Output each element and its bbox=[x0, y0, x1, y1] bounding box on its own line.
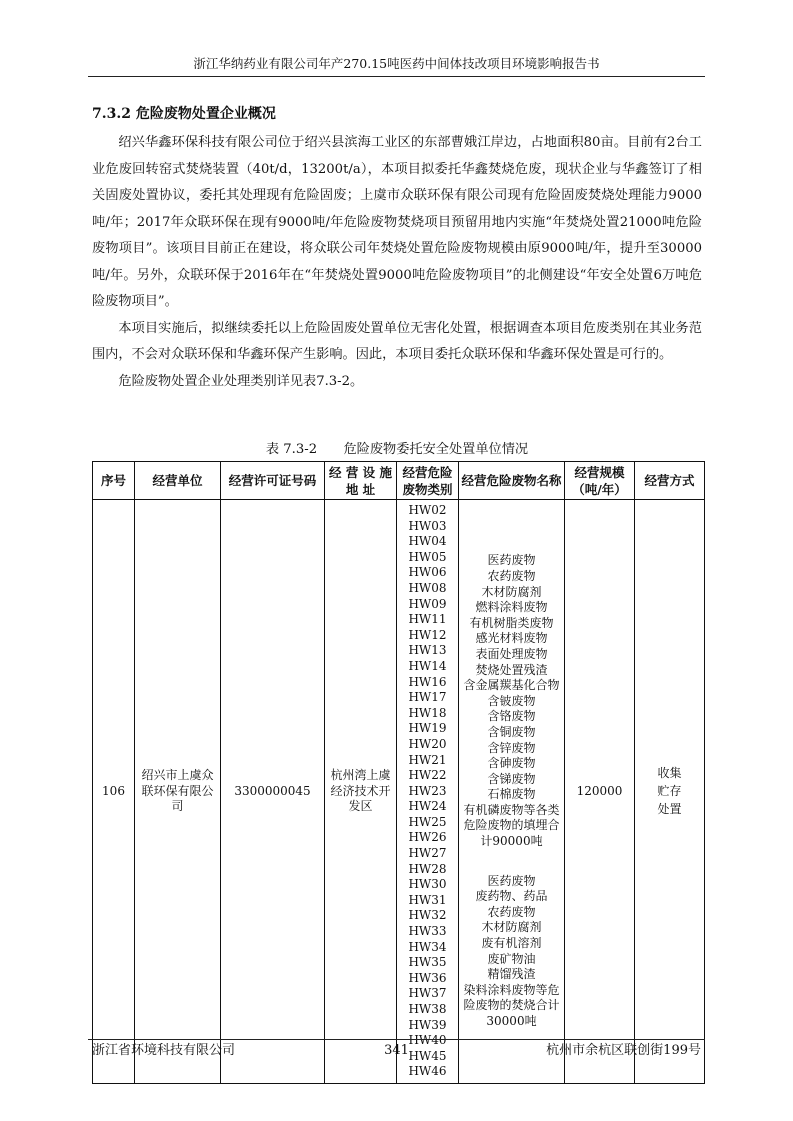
waste-name: 含铬废物 bbox=[487, 709, 536, 724]
waste-name: 废有机溶剂 bbox=[481, 936, 542, 951]
waste-name: 染料涂料废物等危险废物的焚烧合计30000吨 bbox=[463, 982, 560, 1028]
category-code: HW04 bbox=[408, 534, 447, 549]
category-code: HW34 bbox=[408, 939, 447, 954]
footer-address: 杭州市余杭区联创街199号 bbox=[546, 1043, 701, 1058]
waste-name: 燃料涂料废物 bbox=[475, 600, 548, 615]
category-code: HW46 bbox=[408, 1064, 447, 1079]
category-code: HW21 bbox=[408, 752, 447, 767]
category-code: HW09 bbox=[408, 596, 447, 611]
mode-text: 收集贮存处置 bbox=[657, 766, 682, 817]
header-no: 序号 bbox=[93, 462, 135, 500]
waste-name: 感光材料废物 bbox=[475, 631, 548, 646]
waste-name: 农药废物 bbox=[487, 568, 536, 583]
category-code: HW11 bbox=[408, 612, 447, 627]
category-code: HW37 bbox=[408, 986, 447, 1001]
waste-name: 含铜废物 bbox=[487, 724, 536, 739]
category-code: HW16 bbox=[408, 674, 447, 689]
header-names: 经营危险废物名称 bbox=[459, 462, 565, 500]
category-code: HW23 bbox=[408, 783, 447, 798]
category-code: HW26 bbox=[408, 830, 447, 845]
category-code: HW28 bbox=[408, 861, 447, 876]
waste-name: 木材防腐剂 bbox=[481, 584, 542, 599]
waste-name: 医药废物 bbox=[487, 553, 536, 568]
waste-name: 含锌废物 bbox=[487, 740, 536, 755]
table-row bbox=[93, 500, 705, 1084]
header-mode: 经营方式 bbox=[635, 462, 705, 500]
category-code: HW38 bbox=[408, 1002, 447, 1016]
category-code: HW03 bbox=[408, 518, 447, 533]
category-code: HW25 bbox=[408, 814, 447, 829]
paragraph-3: 危险废物处置企业处理类别详见表7.3-2。 bbox=[118, 373, 364, 389]
cell-address: 杭州湾上虞经济技术开发区 bbox=[325, 500, 397, 1084]
header-license: 经营许可证号码 bbox=[221, 462, 325, 500]
waste-name: 含砷废物 bbox=[487, 756, 536, 771]
disposal-units-table bbox=[92, 461, 705, 1084]
group-spacer bbox=[461, 850, 562, 874]
category-code: HW27 bbox=[408, 846, 447, 861]
footer-company: 浙江省环境科技有限公司 bbox=[92, 1043, 236, 1058]
waste-name: 表面处理废物 bbox=[475, 646, 548, 661]
category-code: HW13 bbox=[408, 643, 447, 658]
waste-name: 含锑废物 bbox=[487, 771, 536, 786]
waste-name: 有机磷废物等各类危险废物的填埋合计90000吨 bbox=[463, 802, 560, 849]
cell-categories bbox=[397, 500, 459, 1084]
waste-name: 医药废物 bbox=[487, 873, 536, 888]
cell-names bbox=[459, 500, 565, 1084]
category-code: HW12 bbox=[408, 627, 447, 642]
waste-name: 废矿物油 bbox=[487, 951, 536, 966]
category-code: HW35 bbox=[408, 955, 447, 970]
category-code: HW02 bbox=[408, 503, 447, 517]
category-code: HW40 bbox=[408, 1033, 447, 1048]
page-number: 341 bbox=[384, 1043, 409, 1058]
cell-license: 3300000045 bbox=[221, 500, 325, 1084]
category-code: HW31 bbox=[408, 892, 447, 907]
table-caption: 表 7.3-2 危险废物委托安全处置单位情况 bbox=[265, 442, 529, 457]
cell-mode bbox=[635, 500, 705, 1084]
category-code: HW39 bbox=[408, 1017, 447, 1032]
body-text bbox=[92, 130, 702, 395]
category-code: HW18 bbox=[408, 705, 447, 720]
category-code: HW32 bbox=[408, 908, 447, 923]
category-code: HW33 bbox=[408, 924, 447, 939]
cell-scale: 120000 bbox=[565, 500, 635, 1084]
header-address: 经 营 设 施 地 址 bbox=[325, 462, 397, 500]
waste-name: 焚烧处置残渣 bbox=[475, 662, 548, 677]
waste-name: 含铍废物 bbox=[487, 693, 536, 708]
header-scale: 经营规模（吨/年） bbox=[565, 462, 635, 500]
category-code: HW06 bbox=[408, 565, 447, 580]
category-code: HW30 bbox=[408, 877, 447, 892]
category-code: HW05 bbox=[408, 549, 447, 564]
category-code: HW08 bbox=[408, 580, 447, 595]
category-code: HW20 bbox=[408, 736, 447, 751]
waste-name: 含金属羰基化合物 bbox=[463, 678, 560, 693]
category-code: HW36 bbox=[408, 970, 447, 985]
cell-unit: 绍兴市上虞众联环保有限公司 bbox=[135, 500, 221, 1084]
waste-name: 木材防腐剂 bbox=[481, 920, 542, 935]
category-code: HW24 bbox=[408, 799, 447, 814]
category-code: HW17 bbox=[408, 690, 447, 705]
category-code: HW19 bbox=[408, 721, 447, 736]
waste-name: 石棉废物 bbox=[487, 787, 536, 802]
waste-name: 废药物、药品 bbox=[475, 889, 548, 904]
waste-name: 有机树脂类废物 bbox=[469, 615, 554, 630]
page-header: 浙江华纳药业有限公司年产270.15吨医药中间体技改项目环境影响报告书 bbox=[193, 56, 600, 71]
section-title: 7.3.2 危险废物处置企业概况 bbox=[92, 106, 276, 122]
cell-no: 106 bbox=[93, 500, 135, 1084]
footer-divider bbox=[88, 1039, 705, 1040]
waste-name: 精馏残渣 bbox=[487, 967, 536, 982]
table-header-row bbox=[93, 462, 705, 500]
header-categories: 经营危险废物类别 bbox=[397, 462, 459, 500]
category-code: HW22 bbox=[408, 768, 447, 783]
waste-name: 农药废物 bbox=[487, 904, 536, 919]
header-divider bbox=[88, 76, 705, 77]
category-code: HW14 bbox=[408, 658, 447, 673]
header-unit: 经营单位 bbox=[135, 462, 221, 500]
category-code: HW45 bbox=[408, 1048, 447, 1063]
paragraph-2: 本项目实施后，拟继续委托以上危险固废处置单位无害化处置，根据调查本项目危废类别在其业务范围内，不会对众联环保和华鑫环保产生影响。因此，本项目委托众联环保和华鑫环保处置是可行的。 bbox=[92, 320, 702, 362]
paragraph-1: 绍兴华鑫环保科技有限公司位于绍兴县滨海工业区的东部曹娥江岸边，占地面积80亩。目前有2台工业危废回转窑式焚烧装置（40t/d，13200t/a），本项目拟委托华鑫焚烧危废，现状企业与华鑫签订了相关固废处置协议，委托其处理现有危险固废；上虞市众联环保有限公司现有危险固废焚烧处理能力9000吨/年；2017年众联环保在现有9000吨/年危险废物焚烧项目预留用地内实施“年焚烧处置21000吨危险废物项目”。该项目目前正在建设，将众联公司年焚烧处置危险废物规模由原9000吨/年，提升至30000吨/年。另外，众联环保于2016年在“年焚烧处置9000吨危险废物项目”的北侧建设“年安全处置6万吨危险废物项目”。 bbox=[92, 135, 702, 309]
